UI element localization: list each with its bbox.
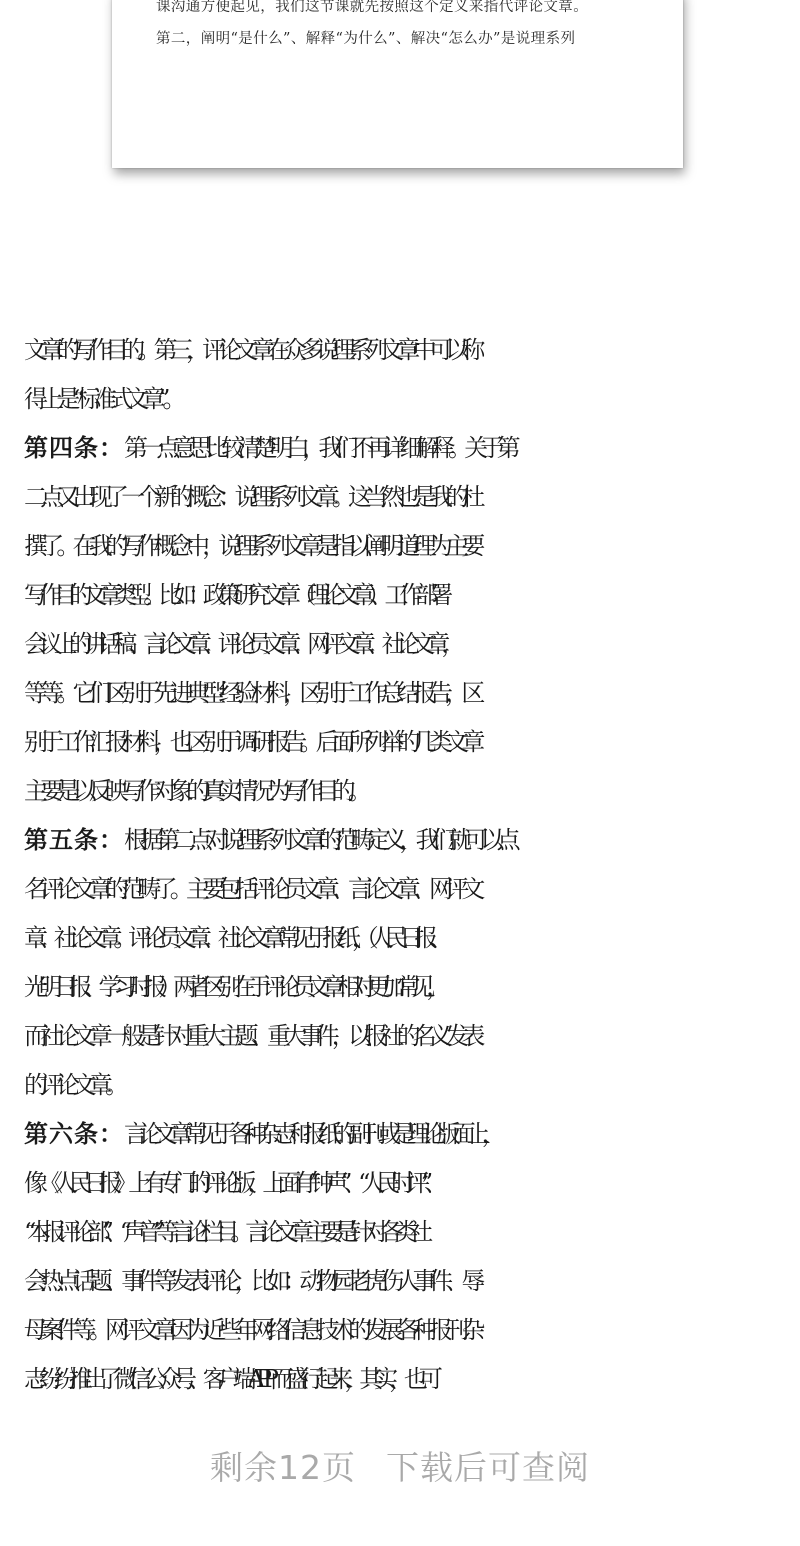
doc-line-text: 会议上的讲话稿、言论文章、评论员文章、网评文章、社论文章， <box>24 630 457 658</box>
download-hint-label: 下载后可查阅 <box>386 1448 590 1487</box>
doc-line-text: 别于工作汇报材料，也区别于调研报告。后面所列举的几类文章 <box>24 728 478 756</box>
doc-line-text: 等等。它们区别于先进典型经验材料，区别于工作总结报告，区 <box>24 679 478 707</box>
doc-line-text: 志纷纷推出了微信公众号、客户端APP而盛行起来，其实，也可 <box>24 1365 434 1393</box>
doc-line <box>24 669 784 718</box>
doc-line <box>24 375 784 424</box>
doc-line <box>24 424 784 473</box>
doc-line-text: 会热点话题、事件等发表评论，比如：动物园老虎伤人事件、辱 <box>24 1267 478 1295</box>
doc-line-text: 主要是以反映写作对象的真实情况为写作目的。 <box>24 777 365 805</box>
doc-line-text: 文章的写作目的。第三，评论文章在众多说理系列文章中可以称 <box>24 336 478 364</box>
article-heading: 第六条： <box>24 1120 124 1148</box>
doc-line-text: 二点又出现了一个新的概念：说理系列文章。这当然也是我的杜 <box>24 483 478 511</box>
doc-line-text: 得上是“标准式文章”。 <box>24 385 179 413</box>
preview-line-2: 第二，阐明“是什么”、解释“为什么”、解决“怎么办”是说理系列 <box>156 31 576 47</box>
doc-line <box>24 326 784 375</box>
doc-line <box>24 1355 784 1404</box>
remaining-pages-bar <box>0 1440 800 1496</box>
doc-line <box>24 963 784 1012</box>
doc-line <box>24 1061 784 1110</box>
doc-line <box>24 1257 784 1306</box>
doc-line-text: 名评论文章的范畴了。主要包括评论员文章、言论文章、网评文 <box>24 875 478 903</box>
doc-line-text: 而社论文章一般是针对重大主题、重大事件，以报社的名义发表 <box>24 1022 478 1050</box>
doc-line-text: 的评论文章。 <box>24 1071 122 1099</box>
preview-line-1: 课沟通方便起见，我们这节课就先按照这个定义来指代评论文章。 <box>156 0 589 15</box>
doc-line <box>24 620 784 669</box>
doc-line <box>24 767 784 816</box>
doc-line <box>24 1306 784 1355</box>
doc-line <box>24 718 784 767</box>
doc-line-text: 撰了。在我的写作概念中，说理系列文章是指以阐明道理为主要 <box>24 532 478 560</box>
doc-line <box>24 914 784 963</box>
doc-line <box>24 473 784 522</box>
article-heading: 第四条： <box>24 434 124 462</box>
doc-line-text: 根据第二点对说理系列文章的范畴定义，我们就可以点 <box>124 826 513 854</box>
doc-line-text: 像《人民日报》上有专门的评论版，上面有“钟声”、“人民时评”、 <box>24 1169 439 1197</box>
doc-line <box>24 865 784 914</box>
previous-page-preview <box>112 0 683 168</box>
doc-line-text: 言论文章常见于各种杂志和报纸的副刊或是理论版面上， <box>124 1120 497 1148</box>
remaining-pages-label: 剩余12页 <box>210 1448 356 1487</box>
document-body <box>24 326 784 1404</box>
doc-line <box>24 571 784 620</box>
doc-line-text: 写作目的文章类型。比如：政策研究文章（理论文章）、工作部署 <box>24 581 445 609</box>
article-heading: 第五条： <box>24 826 124 854</box>
download-to-read-button[interactable] <box>210 1440 590 1496</box>
doc-line-text: 母案件等。网评文章因为近些年网络信息技术的发展各种报刊杂 <box>24 1316 478 1344</box>
doc-line <box>24 1159 784 1208</box>
doc-line <box>24 522 784 571</box>
doc-line <box>24 1012 784 1061</box>
doc-line <box>24 816 784 865</box>
doc-line-text: 光明日报、学习时报）两者区别在于评论员文章相对更加常见， <box>24 973 442 1001</box>
doc-line-text: 第一点意思比较清楚明白，我们不再详细解释。关于第 <box>124 434 513 462</box>
doc-line-text: “本报评论部”、“声音”等言论栏目。言论文章主要是针对各类社 <box>24 1218 425 1246</box>
doc-line <box>24 1110 784 1159</box>
doc-line <box>24 1208 784 1257</box>
doc-line-text: 章、社论文章。评论员文章、社论文章常见于报纸，（人民日报、 <box>24 924 445 952</box>
